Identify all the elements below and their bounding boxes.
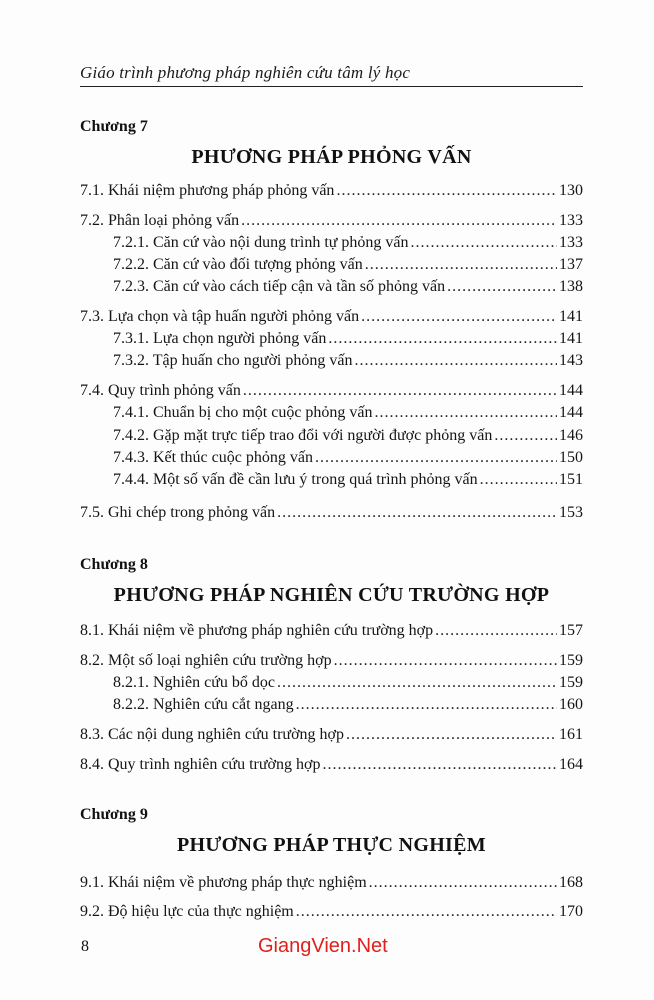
toc-entry-text: 7.4. Quy trình phỏng vấn	[80, 382, 241, 399]
toc-entry-page: 143	[559, 352, 583, 369]
toc-entry-text: 9.1. Khái niệm về phương pháp thực nghiệm	[80, 874, 367, 891]
dot-leader	[346, 724, 557, 746]
toc-entry-text: 7.5. Ghi chép trong phỏng vấn	[80, 504, 276, 521]
toc-entry-page: 133	[559, 234, 583, 251]
toc-entry[interactable]	[113, 350, 583, 372]
toc-entry-text: 9.2. Độ hiệu lực của thực nghiệm	[80, 903, 294, 920]
dot-leader	[361, 306, 557, 328]
dot-leader	[375, 402, 557, 424]
toc-entry-page: 164	[559, 756, 583, 773]
toc-entry-text: 7.2. Phân loại phỏng vấn	[80, 212, 240, 229]
toc-entry-text: 8.1. Khái niệm về phương pháp nghiên cứu trường hợp	[80, 622, 434, 639]
dot-leader	[354, 350, 557, 372]
toc-entry-page: 138	[559, 278, 583, 295]
dot-leader	[336, 180, 557, 202]
dot-leader	[447, 276, 557, 298]
dot-leader	[365, 254, 557, 276]
dot-leader	[277, 672, 557, 694]
toc-entry-page: 150	[559, 449, 583, 466]
toc-entry[interactable]	[113, 276, 583, 298]
dot-leader	[328, 328, 557, 350]
toc-entry[interactable]	[80, 754, 583, 776]
toc-entry-page: 170	[559, 903, 583, 920]
toc-entry-text: 8.3. Các nội dung nghiên cứu trường hợp	[80, 726, 345, 743]
dot-leader	[334, 650, 557, 672]
watermark-logo: GiangVien.Net	[258, 935, 388, 957]
chapter-title: PHƯƠNG PHÁP PHỎNG VẤN	[191, 146, 472, 168]
toc-entry-text: 7.4.3. Kết thúc cuộc phỏng vấn	[113, 449, 313, 466]
toc-entry[interactable]	[80, 380, 583, 402]
chapter-title: PHƯƠNG PHÁP THỰC NGHIỆM	[177, 834, 486, 856]
toc-entry-text: 7.4.4. Một số vấn đề cần lưu ý trong quá trình phỏng vấn	[113, 471, 478, 488]
toc-entry-page: 137	[559, 256, 583, 273]
toc-entry-page: 151	[559, 471, 583, 488]
toc-entry-text: 7.2.2. Căn cứ vào đối tượng phỏng vấn	[113, 256, 363, 273]
toc-entry-page: 144	[559, 404, 583, 421]
dot-leader	[296, 694, 557, 716]
toc-entry-page: 133	[559, 212, 583, 229]
chapter-title: PHƯƠNG PHÁP NGHIÊN CỨU TRƯỜNG HỢP	[113, 584, 550, 606]
toc-entry[interactable]	[113, 672, 583, 694]
chapter-label: Chương 7	[80, 118, 148, 135]
dot-leader	[480, 469, 557, 491]
toc-entry[interactable]	[113, 425, 583, 447]
toc-entry-page: 160	[559, 696, 583, 713]
page-number: 8	[81, 938, 89, 955]
toc-entry-text: 7.2.1. Căn cứ vào nội dung trình tự phỏng vấn	[113, 234, 409, 251]
toc-entry[interactable]	[80, 306, 583, 328]
dot-leader	[369, 872, 557, 894]
dot-leader	[243, 380, 557, 402]
toc-entry-page: 157	[559, 622, 583, 639]
toc-entry[interactable]	[80, 901, 583, 923]
toc-entry-page: 168	[559, 874, 583, 891]
toc-entry-text: 7.2.3. Căn cứ vào cách tiếp cận và tần số phỏng vấn	[113, 278, 446, 295]
running-header: Giáo trình phương pháp nghiên cứu tâm lý học	[80, 62, 583, 87]
toc-entry[interactable]	[113, 254, 583, 276]
toc-entry-text: 7.3. Lựa chọn và tập huấn người phỏng vấn	[80, 308, 360, 325]
toc-entry-text: 7.4.1. Chuẩn bị cho một cuộc phỏng vấn	[113, 404, 373, 421]
toc-entry-page: 159	[559, 652, 583, 669]
dot-leader	[494, 425, 557, 447]
chapter-label: Chương 8	[80, 556, 148, 573]
toc-entry-text: 8.2. Một số loại nghiên cứu trường hợp	[80, 652, 332, 669]
toc-entry[interactable]	[80, 180, 583, 202]
dot-leader	[411, 232, 557, 254]
toc-entry[interactable]	[113, 328, 583, 350]
dot-leader	[296, 901, 557, 923]
dot-leader	[241, 210, 557, 232]
chapter-label: Chương 9	[80, 806, 148, 823]
toc-entry-text: 7.4.2. Gặp mặt trực tiếp trao đổi với người được phỏng vấn	[113, 427, 493, 444]
toc-entry-text: 8.4. Quy trình nghiên cứu trường hợp	[80, 756, 321, 773]
toc-entry-page: 153	[559, 504, 583, 521]
toc-entry-text: 8.2.1. Nghiên cứu bổ dọc	[113, 674, 275, 691]
dot-leader	[322, 754, 557, 776]
toc-entry[interactable]	[113, 469, 583, 491]
toc-entry-page: 161	[559, 726, 583, 743]
toc-entry-text: 7.1. Khái niệm phương pháp phỏng vấn	[80, 182, 335, 199]
toc-entry-page: 146	[559, 427, 583, 444]
toc-entry-page: 144	[559, 382, 583, 399]
dot-leader	[277, 502, 557, 524]
toc-entry[interactable]	[113, 447, 583, 469]
dot-leader	[315, 447, 557, 469]
toc-entry-text: 8.2.2. Nghiên cứu cắt ngang	[113, 696, 294, 713]
toc-entry[interactable]	[80, 650, 583, 672]
toc-entry[interactable]	[113, 694, 583, 716]
toc-entry-page: 130	[559, 182, 583, 199]
dot-leader	[435, 620, 557, 642]
toc-entry[interactable]	[80, 210, 583, 232]
toc-entry-text: 7.3.2. Tập huấn cho người phỏng vấn	[113, 352, 353, 369]
toc-entry[interactable]	[80, 502, 583, 524]
toc-entry[interactable]	[80, 872, 583, 894]
toc-entry[interactable]	[80, 724, 583, 746]
toc-entry[interactable]	[80, 620, 583, 642]
toc-entry-page: 159	[559, 674, 583, 691]
toc-entry[interactable]	[113, 402, 583, 424]
toc-entry[interactable]	[113, 232, 583, 254]
toc-entry-page: 141	[559, 330, 583, 347]
toc-entry-page: 141	[559, 308, 583, 325]
toc-entry-text: 7.3.1. Lựa chọn người phỏng vấn	[113, 330, 327, 347]
